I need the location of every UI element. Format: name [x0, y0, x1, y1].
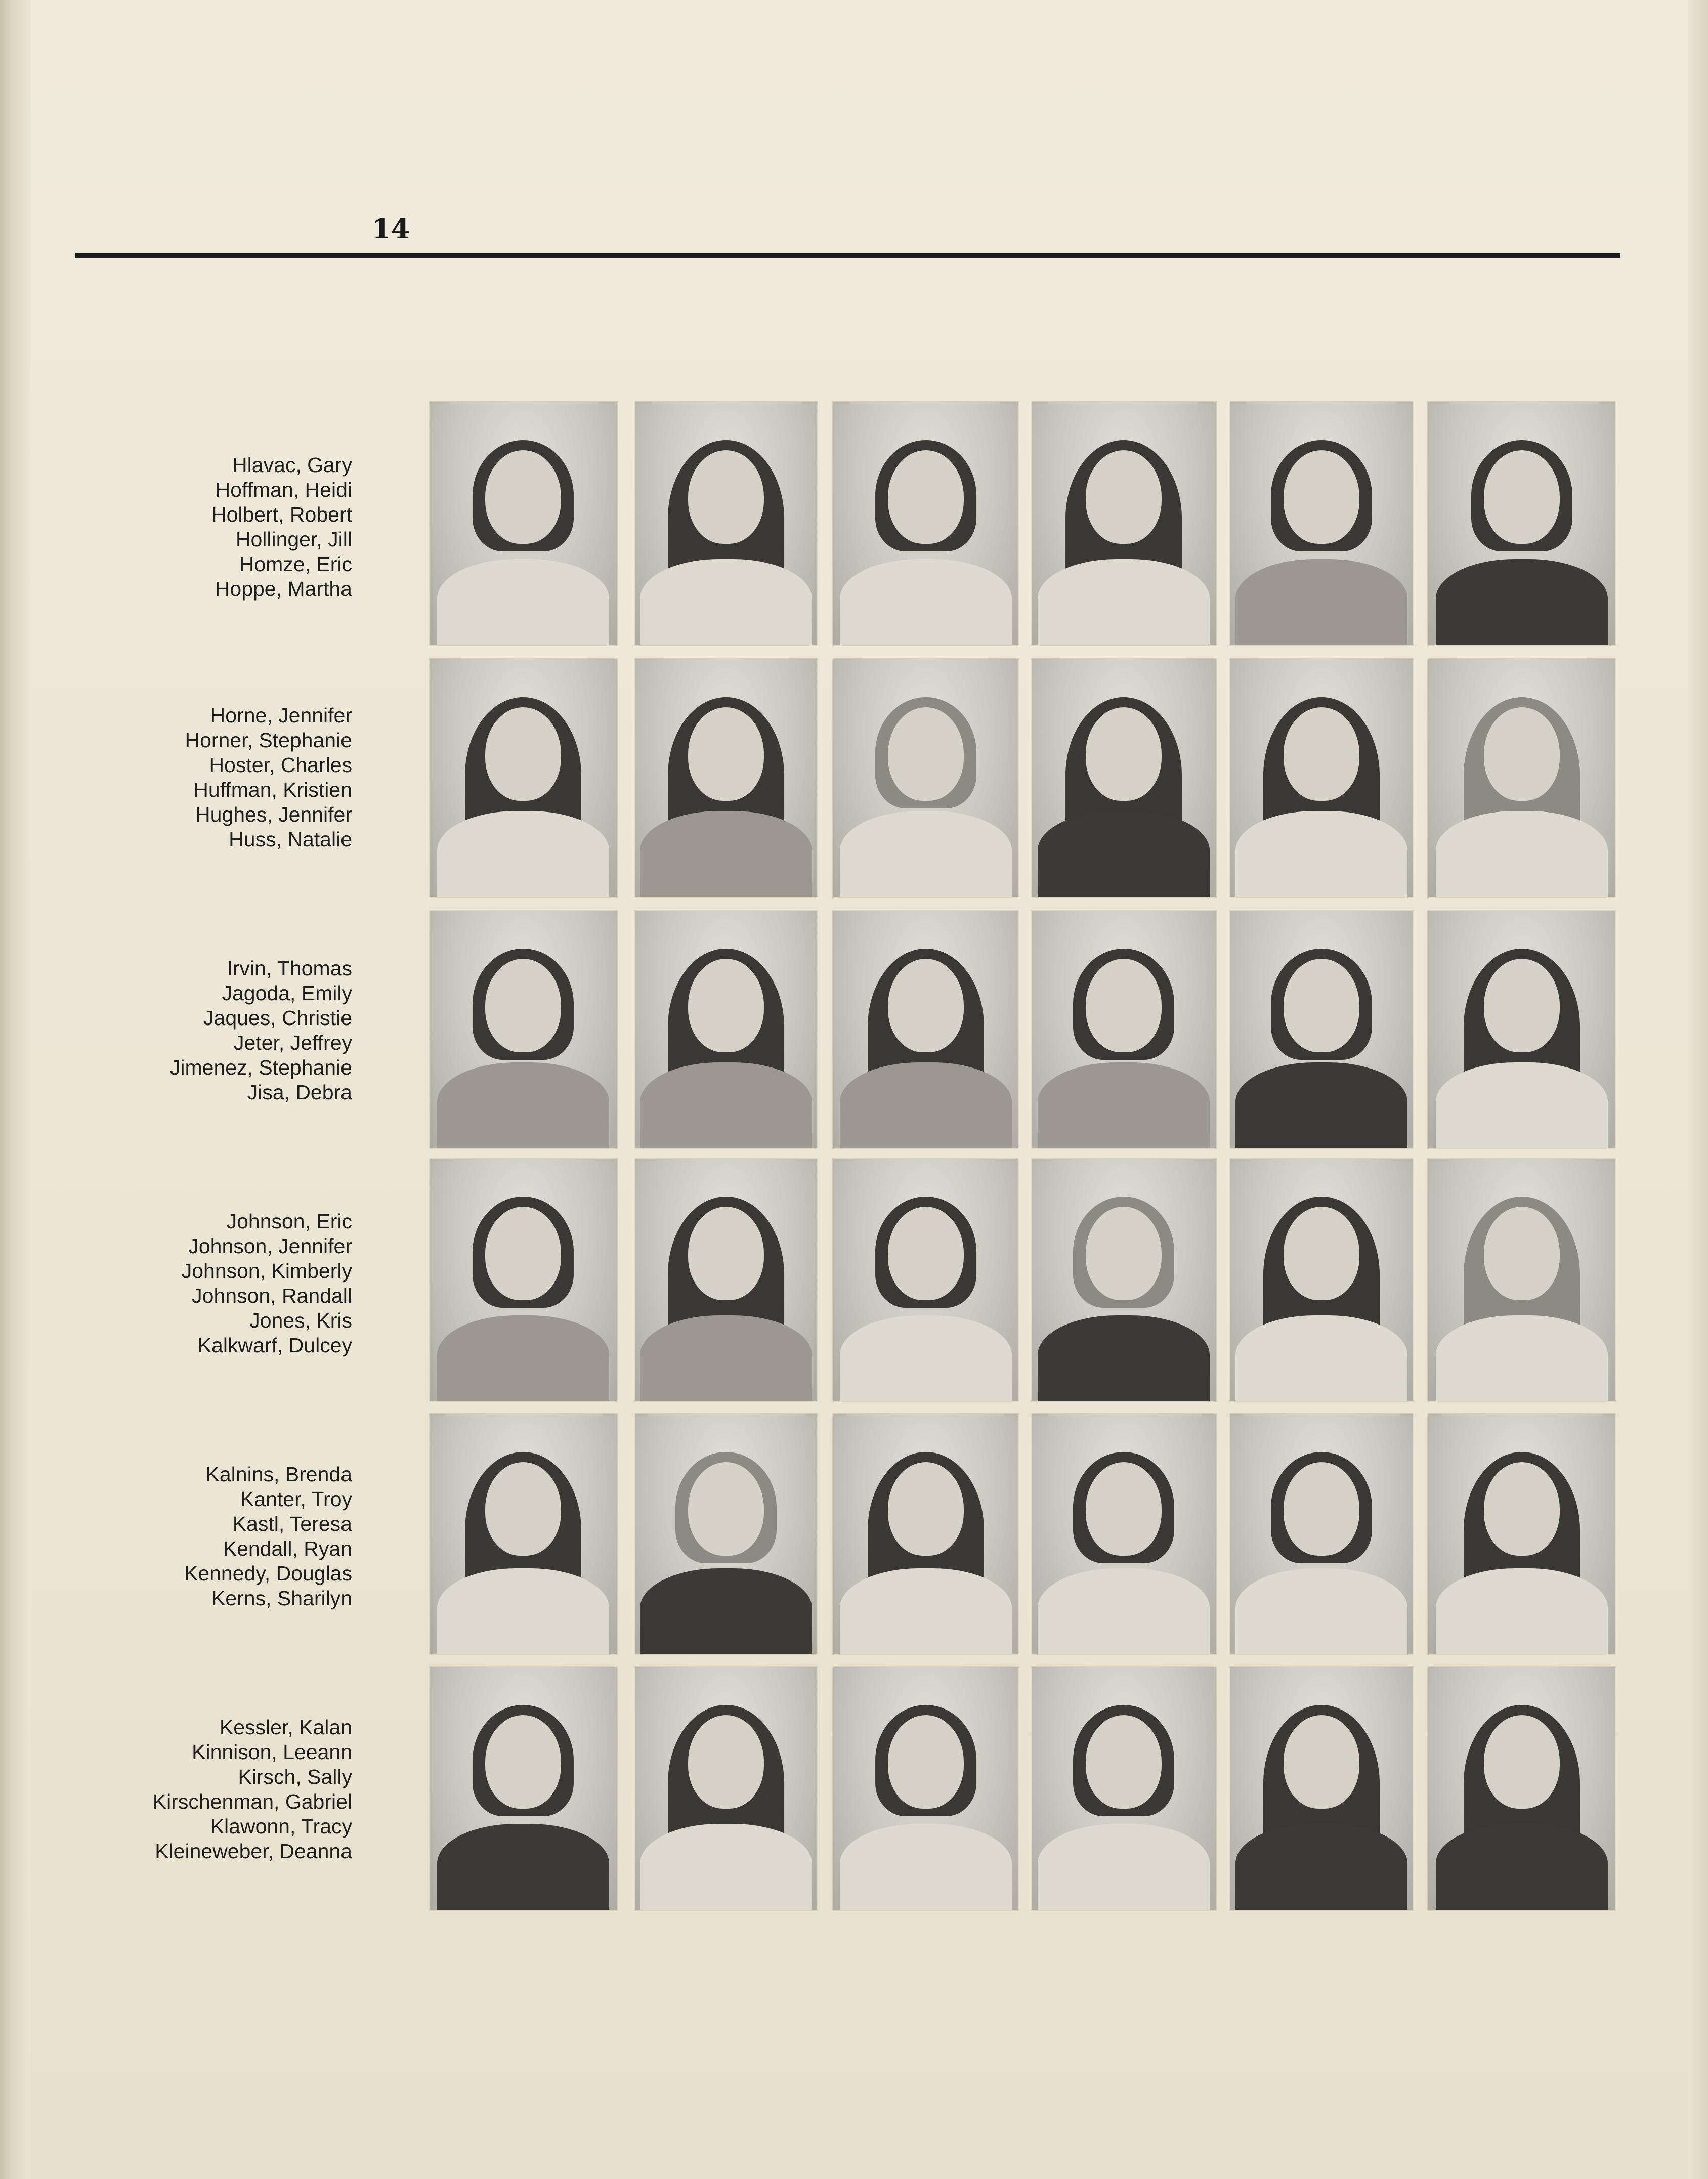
student-portrait — [635, 659, 817, 897]
portrait-face — [888, 959, 964, 1052]
student-name: Klawonn, Tracy — [210, 1815, 352, 1838]
portrait-face — [1086, 1462, 1162, 1556]
student-portrait — [833, 659, 1018, 897]
portrait-face — [888, 1207, 964, 1300]
student-name: Kalnins, Brenda — [205, 1463, 352, 1486]
student-name: Kennedy, Douglas — [184, 1562, 352, 1585]
student-name: Jeter, Jeffrey — [234, 1031, 352, 1054]
student-portrait — [1032, 1159, 1216, 1401]
portrait-shirt — [1038, 1062, 1210, 1148]
portrait-shirt — [840, 1568, 1012, 1654]
portrait-shirt — [640, 1824, 812, 1910]
name-list — [0, 703, 352, 852]
student-name: Kalkwarf, Dulcey — [197, 1334, 352, 1357]
student-portrait — [430, 911, 617, 1148]
portrait-shirt — [1038, 559, 1210, 645]
student-name: Hollinger, Jill — [235, 528, 352, 551]
student-name: Kanter, Troy — [240, 1487, 352, 1511]
portrait-face — [1484, 1715, 1560, 1809]
student-name: Jaques, Christie — [203, 1006, 352, 1030]
portrait-face — [1284, 1462, 1359, 1556]
student-name: Irvin, Thomas — [227, 957, 352, 980]
name-list — [0, 1715, 352, 1864]
student-portrait — [1428, 659, 1615, 897]
portrait-shirt — [1038, 1568, 1210, 1654]
student-name: Hughes, Jennifer — [195, 803, 352, 826]
portrait-shirt — [1436, 1062, 1608, 1148]
portrait-face — [485, 1715, 561, 1809]
portrait-shirt — [1235, 1824, 1407, 1910]
portrait-shirt — [1436, 1315, 1608, 1401]
student-portrait — [833, 1159, 1018, 1401]
portrait-face — [688, 959, 764, 1052]
portrait-shirt — [840, 1824, 1012, 1910]
student-portrait — [1230, 1414, 1413, 1654]
student-name: Jagoda, Emily — [222, 981, 352, 1005]
student-portrait — [430, 1414, 617, 1654]
portrait-shirt — [1436, 1568, 1608, 1654]
student-portrait — [1428, 1667, 1615, 1910]
student-portrait — [1230, 659, 1413, 897]
student-name: Jones, Kris — [249, 1309, 352, 1332]
portrait-face — [485, 1207, 561, 1300]
student-name: Jimenez, Stephanie — [169, 1056, 352, 1079]
portrait-shirt — [640, 1315, 812, 1401]
portrait-face — [485, 450, 561, 544]
portrait-face — [485, 1462, 561, 1556]
student-name: Kinnison, Leeann — [192, 1740, 352, 1764]
portrait-face — [888, 707, 964, 801]
portrait-shirt — [640, 1062, 812, 1148]
student-name: Kastl, Teresa — [232, 1512, 352, 1535]
student-name: Hoffman, Heidi — [215, 478, 352, 501]
portrait-face — [1484, 707, 1560, 801]
portrait-shirt — [1436, 559, 1608, 645]
portrait-face — [485, 959, 561, 1052]
student-portrait — [1428, 1159, 1615, 1401]
student-name: Huffman, Kristien — [193, 778, 352, 801]
portrait-face — [1284, 450, 1359, 544]
portrait-shirt — [437, 559, 609, 645]
student-portrait — [1032, 1667, 1216, 1910]
portrait-face — [1086, 959, 1162, 1052]
student-portrait — [1032, 911, 1216, 1148]
student-portrait — [635, 1667, 817, 1910]
portrait-face — [688, 707, 764, 801]
student-name: Kirschenman, Gabriel — [152, 1790, 352, 1813]
portrait-face — [888, 450, 964, 544]
portrait-shirt — [1235, 559, 1407, 645]
portrait-shirt — [1235, 811, 1407, 897]
student-portrait — [833, 1414, 1018, 1654]
student-name: Johnson, Jennifer — [188, 1234, 352, 1258]
portrait-shirt — [1436, 1824, 1608, 1910]
portrait-shirt — [1235, 1568, 1407, 1654]
portrait-face — [1086, 1207, 1162, 1300]
portrait-shirt — [437, 1062, 609, 1148]
student-name: Horner, Stephanie — [185, 729, 352, 752]
portrait-shirt — [1436, 811, 1608, 897]
student-portrait — [635, 1159, 817, 1401]
page-number: 14 — [372, 212, 410, 245]
student-portrait — [1428, 402, 1615, 645]
portrait-shirt — [437, 1568, 609, 1654]
student-name: Huss, Natalie — [229, 828, 352, 851]
student-portrait — [833, 1667, 1018, 1910]
portrait-shirt — [640, 1568, 812, 1654]
student-portrait — [430, 1159, 617, 1401]
portrait-face — [1484, 959, 1560, 1052]
student-portrait — [635, 911, 817, 1148]
portrait-shirt — [1235, 1062, 1407, 1148]
portrait-shirt — [840, 811, 1012, 897]
portrait-face — [688, 450, 764, 544]
student-name: Jisa, Debra — [247, 1081, 352, 1104]
portrait-shirt — [840, 559, 1012, 645]
name-list — [0, 1462, 352, 1611]
student-portrait — [430, 402, 617, 645]
portrait-shirt — [437, 811, 609, 897]
portrait-shirt — [437, 1315, 609, 1401]
student-portrait — [1230, 1667, 1413, 1910]
student-name: Johnson, Eric — [226, 1210, 352, 1233]
student-portrait — [1032, 659, 1216, 897]
portrait-face — [485, 707, 561, 801]
student-name: Johnson, Randall — [192, 1284, 352, 1307]
student-portrait — [833, 402, 1018, 645]
student-portrait — [635, 402, 817, 645]
student-portrait — [1230, 1159, 1413, 1401]
portrait-face — [1284, 1207, 1359, 1300]
student-name: Johnson, Kimberly — [181, 1259, 352, 1283]
student-portrait — [1428, 1414, 1615, 1654]
name-list — [0, 453, 352, 602]
student-name: Hlavac, Gary — [232, 453, 352, 477]
student-name: Kendall, Ryan — [223, 1537, 352, 1560]
header-rule — [75, 253, 1620, 258]
portrait-face — [1284, 959, 1359, 1052]
portrait-shirt — [840, 1315, 1012, 1401]
student-name: Holbert, Robert — [211, 503, 352, 526]
portrait-shirt — [640, 559, 812, 645]
portrait-face — [1086, 1715, 1162, 1809]
student-name: Kessler, Kalan — [219, 1716, 352, 1739]
name-list — [0, 1209, 352, 1358]
portrait-face — [1484, 1207, 1560, 1300]
student-portrait — [635, 1414, 817, 1654]
student-portrait — [1428, 911, 1615, 1148]
student-name: Kerns, Sharilyn — [211, 1587, 352, 1610]
portrait-shirt — [1235, 1315, 1407, 1401]
portrait-shirt — [437, 1824, 609, 1910]
portrait-face — [888, 1715, 964, 1809]
student-name: Hoster, Charles — [209, 753, 352, 777]
page-edge — [1688, 0, 1708, 2179]
student-portrait — [1032, 1414, 1216, 1654]
portrait-shirt — [640, 811, 812, 897]
student-name: Kleineweber, Deanna — [155, 1840, 352, 1863]
student-name: Horne, Jennifer — [210, 704, 352, 727]
student-portrait — [833, 911, 1018, 1148]
portrait-shirt — [1038, 1315, 1210, 1401]
portrait-face — [688, 1462, 764, 1556]
student-portrait — [1032, 402, 1216, 645]
portrait-shirt — [1038, 1824, 1210, 1910]
portrait-face — [888, 1462, 964, 1556]
portrait-face — [688, 1207, 764, 1300]
portrait-shirt — [840, 1062, 1012, 1148]
student-name: Kirsch, Sally — [238, 1765, 352, 1788]
name-list — [0, 956, 352, 1105]
student-portrait — [430, 659, 617, 897]
portrait-face — [1484, 450, 1560, 544]
student-name: Hoppe, Martha — [215, 577, 352, 601]
portrait-shirt — [1038, 811, 1210, 897]
student-portrait — [1230, 402, 1413, 645]
portrait-face — [1086, 450, 1162, 544]
student-portrait — [430, 1667, 617, 1910]
portrait-face — [1484, 1462, 1560, 1556]
student-portrait — [1230, 911, 1413, 1148]
portrait-face — [1284, 1715, 1359, 1809]
portrait-face — [1086, 707, 1162, 801]
portrait-face — [688, 1715, 764, 1809]
student-name: Homze, Eric — [239, 552, 352, 576]
portrait-face — [1284, 707, 1359, 801]
